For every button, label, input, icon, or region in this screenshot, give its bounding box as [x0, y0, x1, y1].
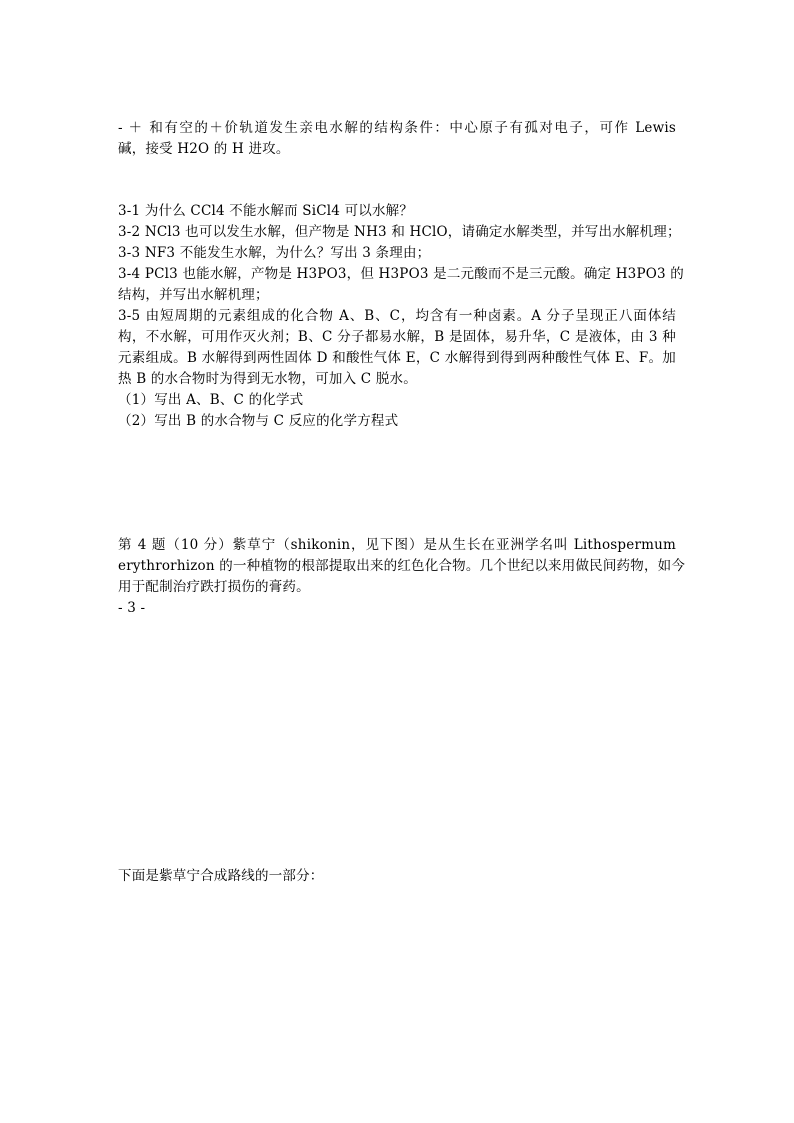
- sub-question-1: （1）写出 A、B、C 的化学式: [118, 392, 304, 408]
- question-3-4-line-2: 结构，并写出水解机理；: [118, 287, 269, 303]
- page-number: - 3 -: [118, 600, 146, 616]
- text-line-1: - ＋ 和有空的＋价轨道发生亲电水解的结构条件：中心原子有孤对电子，可作 Lewis: [118, 120, 676, 136]
- text-line-2: 碱，接受 H2O 的 H 进攻。: [118, 141, 290, 157]
- question-4-line-2: erythrorhizon 的一种植物的根部提取出来的红色化合物。几个世纪以来用做民间药物，如今: [118, 558, 686, 574]
- question-3-5-line-1: 3-5 由短周期的元素组成的化合物 A、B、C，均含有一种卤素。A 分子呈现正八面体结: [118, 308, 676, 324]
- question-3-5-line-4: 热 B 的水合物时为得到无水物，可加入 C 脱水。: [118, 371, 417, 387]
- question-3-1: 3-1 为什么 CCl4 不能水解而 SiCl4 可以水解？: [118, 203, 414, 219]
- question-3-5-line-2: 构，不水解，可用作灭火剂；B、C 分子都易水解，B 是固体，易升华，C 是液体，由 3 种: [118, 329, 676, 345]
- question-3-3: 3-3 NF3 不能发生水解，为什么？写出 3 条理由；: [118, 245, 431, 261]
- question-3-5-line-3: 元素组成。B 水解得到两性固体 D 和酸性气体 E，C 水解得到得到两种酸性气体 E、F。加: [118, 350, 676, 366]
- synthesis-intro: 下面是紫草宁合成路线的一部分：: [118, 868, 324, 884]
- question-3-2: 3-2 NCl3 也可以发生水解，但产物是 NH3 和 HClO，请确定水解类型，并写出水解机理；: [118, 224, 681, 240]
- question-4-line-3: 用于配制治疗跌打损伤的膏药。: [118, 579, 310, 595]
- question-4-line-1: 第 4 题（10 分）紫草宁（shikonin，见下图）是从生长在亚洲学名叫 Lithospermum: [118, 537, 676, 553]
- question-3-4-line-1: 3-4 PCl3 也能水解，产物是 H3PO3，但 H3PO3 是二元酸而不是三元酸。确定 H3PO3 的: [118, 266, 685, 282]
- sub-question-2: （2）写出 B 的水合物与 C 反应的化学方程式: [118, 413, 399, 429]
